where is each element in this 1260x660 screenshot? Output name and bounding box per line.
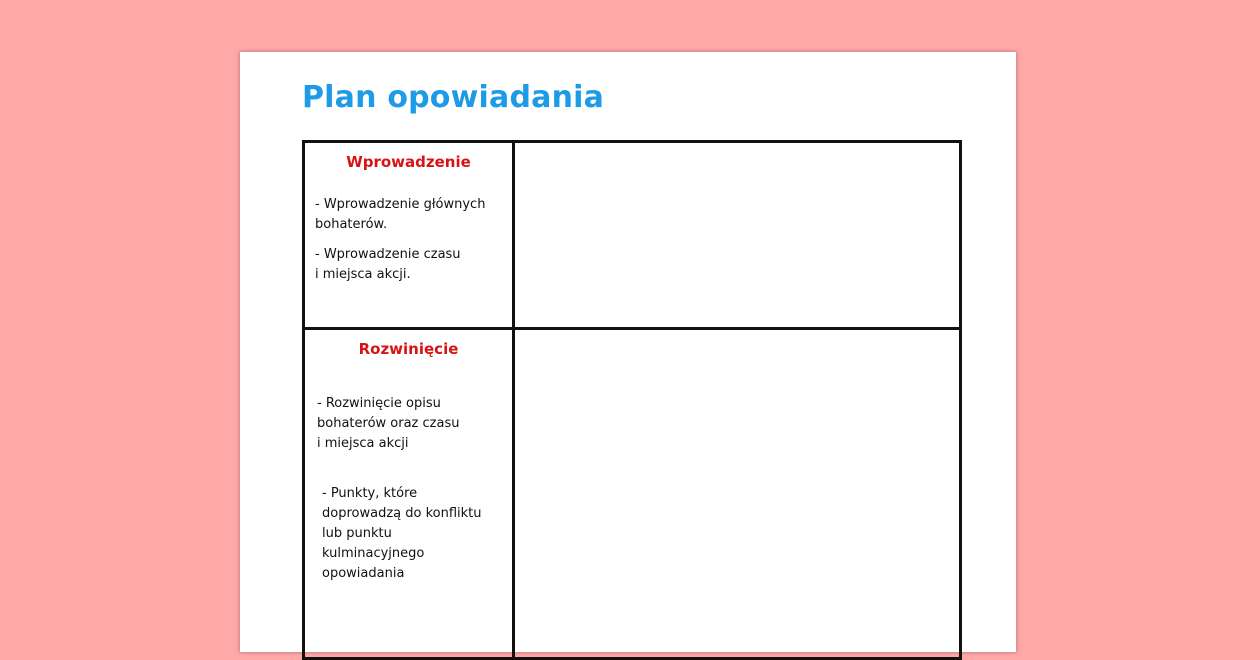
section-development-writing-area[interactable] <box>515 330 959 657</box>
story-plan-table <box>302 140 962 660</box>
intro-note-time-place: - Wprowadzenie czasu i miejsca akcji. <box>315 247 461 282</box>
page-title: Plan opowiadania <box>302 80 605 115</box>
development-note-description: - Rozwinięcie opisu bohaterów oraz czasu i miejsca akcji <box>317 396 460 451</box>
worksheet-page <box>240 52 1016 652</box>
intro-note-characters: - Wprowadzenie głównych bohaterów. <box>315 197 486 232</box>
section-heading-development: Rozwinięcie <box>358 340 459 358</box>
section-intro-writing-area[interactable] <box>515 143 959 330</box>
development-note-conflict: - Punkty, które doprowadzą do konfliktu lub punktu kulminacyjnego opowiadania <box>322 486 482 581</box>
section-heading-intro: Wprowadzenie <box>346 153 471 171</box>
section-intro-label-cell <box>305 143 515 330</box>
section-development-label-cell <box>305 330 515 657</box>
